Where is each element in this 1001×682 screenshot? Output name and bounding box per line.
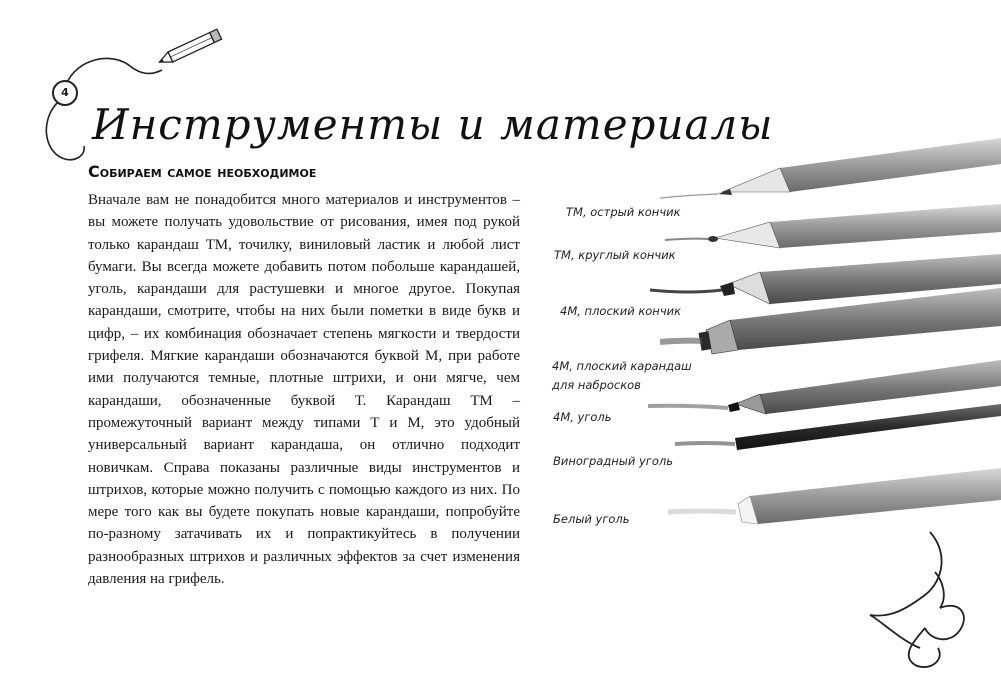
- label-4m-charcoal: 4М, уголь: [553, 410, 612, 424]
- swirl-ornament: [870, 532, 964, 667]
- label-4m-sketch: 4М, плоский карандаш для набросков: [552, 359, 692, 392]
- white-charcoal: [668, 468, 1001, 524]
- vine-charcoal: [675, 404, 1001, 450]
- label-4m-flat: 4М, плоский кончик: [560, 304, 682, 318]
- label-vine-charcoal: Виноградный уголь: [553, 454, 673, 468]
- label-white-charcoal: Белый уголь: [553, 512, 630, 526]
- label-tm-round: ТМ, круглый кончик: [554, 248, 676, 262]
- label-tm-sharp: ТМ, острый кончик: [566, 205, 681, 219]
- body-paragraph: Вначале вам не понадобится много материалов и инструментов – вы можете получать удовольствие от рисования, имея под рукой только карандаш ТМ, точилку, виниловый ластик и любой лист бумаги. Вы всегда можете добавить потом побольше карандашей, уголь, карандаши для растушевки и многое другое. Покупая карандаши, смотрите, чтобы на них были пометки в виде букв и цифр, – их комбинация обозначает степень мягкости и твердости грифеля. Мягкие карандаши обозначаются буквой М, при работе ими получаются темные, плотные штрихи, и они мягче, чем карандаши, обозначенные буквой Т. Карандаш ТМ – промежуточный вариант между типами Т и М, это удобный универсальный вариант карандаша, он отлично подходит новичкам. Справа показаны различные виды инструментов и штрихов, которые можно получить с помощью каждого из них. По мере того как вы будете покупать новые карандаши, попробуйте по-разному затачивать их и попрактикуйтесь в получении разнообразных штрихов и различных эффектов за счет изменения давления на грифель.: [88, 192, 520, 588]
- page-number: 4: [52, 80, 78, 106]
- pencil-tm-round: [665, 204, 1001, 248]
- section-subtitle: Собираем самое необходимое: [88, 162, 317, 181]
- pencil-4m-charcoal: [648, 360, 1001, 414]
- page-title: Инструменты и материалы: [92, 100, 774, 149]
